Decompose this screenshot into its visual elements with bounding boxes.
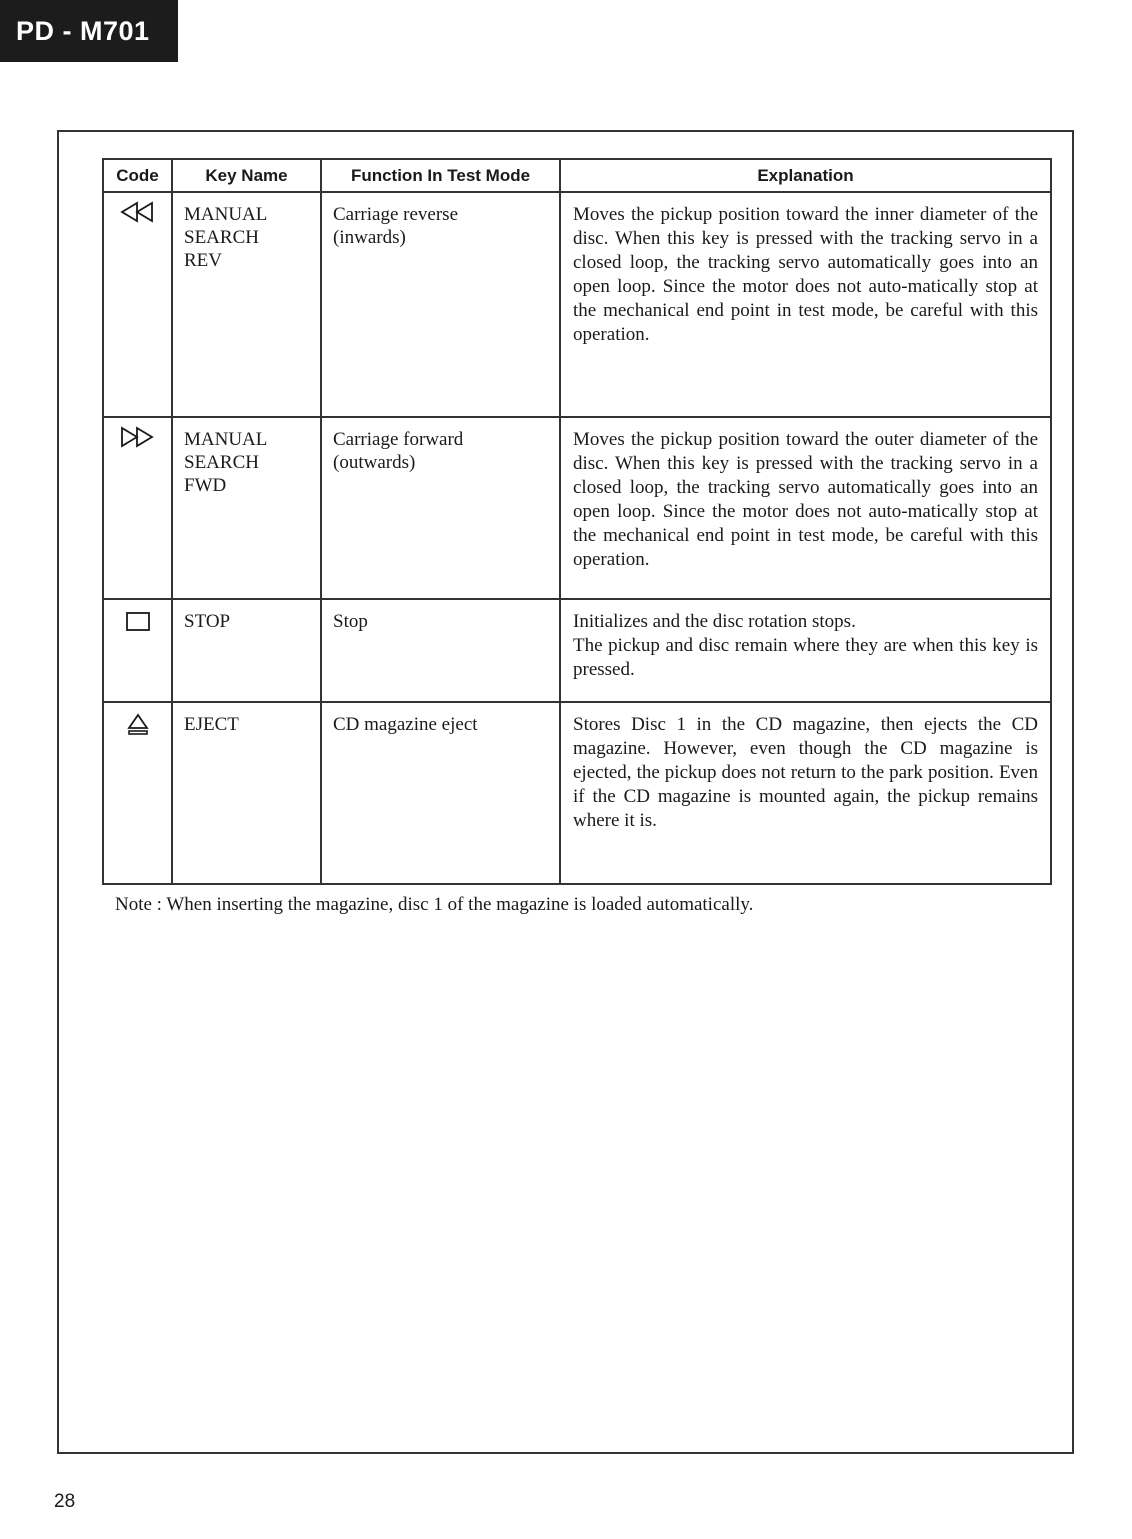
test-mode-key-table: [102, 158, 1052, 885]
code-cell: [103, 599, 172, 702]
table-row: [103, 702, 1051, 884]
column-header-function: Function In Test Mode: [321, 159, 560, 192]
key-name-cell: STOP: [172, 599, 321, 702]
explanation-cell: Moves the pickup position toward the inner diameter of the disc. When this key is pressed with the tracking servo in a closed loop, the tracking servo automatically goes into an open loop. Since the motor does not auto-matically stop at the mechanical end point in test mode, be careful with this operation.: [560, 192, 1051, 417]
function-cell: CD magazine eject: [321, 702, 560, 884]
table-row: [103, 192, 1051, 417]
table-row: [103, 417, 1051, 599]
function-cell: Carriage reverse (inwards): [321, 192, 560, 417]
column-header-explanation: Explanation: [560, 159, 1051, 192]
key-name-cell: EJECT: [172, 702, 321, 884]
key-name-cell: MANUAL SEARCH REV: [172, 192, 321, 417]
function-cell: Carriage forward (outwards): [321, 417, 560, 599]
explanation-cell: Moves the pickup position toward the outer diameter of the disc. When this key is pressed with the tracking servo in a closed loop, the tracking servo automatically goes into an open loop. Since the motor does not auto-matically stop at the mechanical end point in test mode, be careful with this operation.: [560, 417, 1051, 599]
manual-search-rev-icon: [120, 201, 156, 223]
stop-icon: [120, 608, 156, 634]
column-header-code: Code: [103, 159, 172, 192]
function-cell: Stop: [321, 599, 560, 702]
code-cell: [103, 702, 172, 884]
code-cell: [103, 417, 172, 599]
explanation-cell: Initializes and the disc rotation stops. The pickup and disc remain where they are when this key is pressed.: [560, 599, 1051, 702]
explanation-cell: Stores Disc 1 in the CD magazine, then ejects the CD magazine. However, even though the CD magazine is ejected, the pickup does not return to the park position. Even if the CD magazine is mounted again, the pickup remains where it is.: [560, 702, 1051, 884]
column-header-key-name: Key Name: [172, 159, 321, 192]
code-cell: [103, 192, 172, 417]
page-number: 28: [54, 1491, 76, 1512]
model-tag: PD - M701: [0, 0, 178, 62]
key-name-cell: MANUAL SEARCH FWD: [172, 417, 321, 599]
table-row: [103, 599, 1051, 702]
manual-search-fwd-icon: [120, 426, 156, 448]
eject-icon: [120, 711, 156, 737]
table-header-row: [103, 159, 1051, 192]
table-note: Note : When inserting the magazine, disc 1 of the magazine is loaded automatically.: [115, 894, 754, 915]
